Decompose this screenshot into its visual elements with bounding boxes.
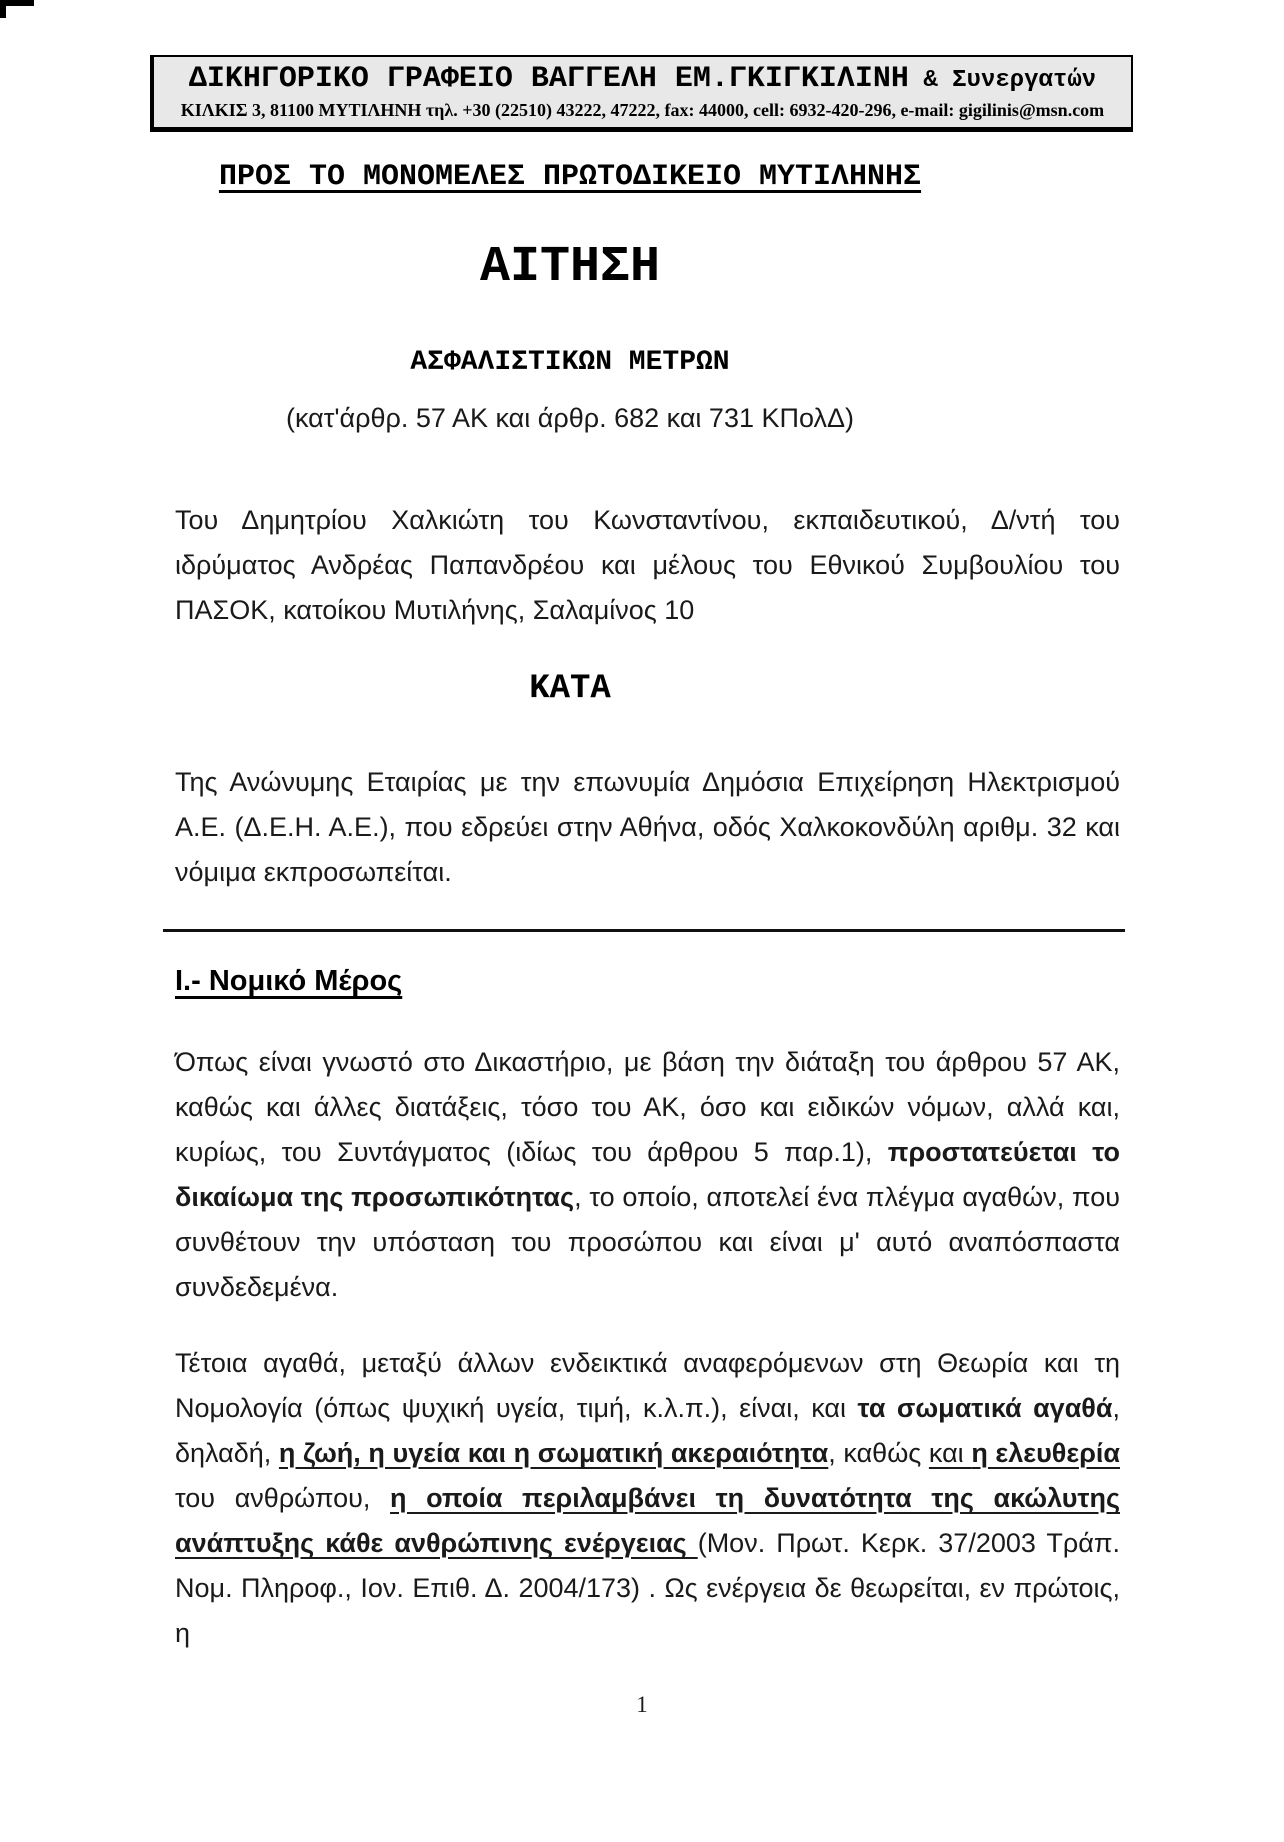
document-title: ΑΙΤΗΣΗ: [479, 239, 661, 296]
scan-artifact-vertical: [0, 0, 6, 18]
text-segment: η ζωή, η υγεία και η σωματική ακεραιότητα: [278, 1438, 829, 1468]
text-segment: τα σωματικά αγαθά: [857, 1393, 1113, 1423]
page-number: 1: [636, 1692, 648, 1717]
office-suffix-text: & Συνεργατών: [908, 67, 1097, 94]
text-segment: , καθώς: [828, 1438, 929, 1468]
respondent-paragraph: Της Ανώνυμης Εταιρίας με την επωνυμία Δημόσια Επιχείρηση Ηλεκτρισμού Α.Ε. (Δ.Ε.Η. Α.Ε.), που εδρεύει στην Αθήνα, οδός Χαλκοκονδύλη αριθμ. 32 και νόμιμα εκπροσωπείται.: [175, 767, 1120, 887]
text-segment: του ανθρώπου,: [175, 1483, 391, 1513]
text-segment: η ελευθερία: [971, 1438, 1120, 1468]
text-segment: (Μον. Πρωτ. Κερκ. 37/2003 Τράπ. Νομ. Πληροφ., Ιον. Επιθ. Δ. 2004/173) . Ως ενέργεια δε θεωρείται, εν πρώτοις, η: [175, 1528, 1120, 1648]
section-divider-line: [163, 929, 1125, 932]
text-segment: , δηλαδή,: [175, 1393, 1120, 1468]
document-subtitle: ΑΣΦΑΛΙΣΤΙΚΩΝ ΜΕΤΡΩΝ: [410, 347, 730, 378]
text-segment: η οποία περιλαμβάνει τη δυνατότητα της ακώλυτης ανάπτυξης κάθε ανθρώπινης ενέργειας: [175, 1483, 1120, 1558]
letterhead-box: [150, 55, 1133, 132]
legal-basis-line: (κατ'άρθρ. 57 ΑΚ και άρθρ. 682 και 731 ΚΠολΔ): [285, 403, 855, 433]
text-segment: , το οποίο, αποτελεί ένα πλέγμα αγαθών, που συνθέτουν την υπόσταση του προσώπου και είναι μ' αυτό αναπόσπαστα συνδεδεμένα.: [175, 1182, 1121, 1302]
office-name-text: ΔΙΚΗΓΟΡΙΚΟ ΓΡΑΦΕΙΟ ΒΑΓΓΕΛΗ ΕΜ.ΓΚΙΓΚΙΛΙΝΗ: [188, 62, 909, 96]
legal-section-heading: Ι.- Νομικό Μέρος: [175, 965, 403, 997]
text-segment: προστατεύεται το δικαίωμα της προσωπικότητας: [175, 1137, 1120, 1212]
letterhead-contact-line: ΚΙΛΚΙΣ 3, 81100 ΜΥΤΙΛΗΝΗ τηλ. +30 (22510) 43222, 47222, fax: 44000, cell: 6932-420-296, e-mail: gigilinis@msn.com: [180, 100, 1105, 120]
text-segment: Τέτοια αγαθά, μεταξύ άλλων ενδεικτικά αναφερόμενων στη Θεωρία και τη Νομολογία (όπως ψυχική υγεία, τιμή, κ.λ.π.), είναι, και: [175, 1348, 1120, 1423]
legal-paragraph-2: [175, 1341, 1120, 1656]
text-segment: και: [928, 1438, 972, 1468]
recipient-court-line: ΠΡΟΣ ΤΟ ΜΟΝΟΜΕΛΕΣ ΠΡΩΤΟΔΙΚΕΙΟ ΜΥΤΙΛΗΝΗΣ: [218, 160, 922, 194]
versus-heading: ΚΑΤΑ: [529, 670, 611, 708]
text-segment: Όπως είναι γνωστό στο Δικαστήριο, με βάση την διάταξη του άρθρου 57 ΑΚ, καθώς και άλλες διατάξεις, τόσο του ΑΚ, όσο και ειδικών νόμων, αλλά και, κυρίως, του Συντάγματος (ιδίως του άρθρου 5 παρ.1),: [175, 1047, 1120, 1167]
letterhead-office-line: [162, 62, 1123, 98]
legal-paragraph-1: [175, 1040, 1120, 1310]
applicant-paragraph: Του Δημητρίου Χαλκιώτη του Κωνσταντίνου, εκπαιδευτικού, Δ/ντή του ιδρύματος Ανδρέας Παπανδρέου και μέλους του Εθνικού Συμβουλίου του ΠΑΣΟΚ, κατοίκου Μυτιλήνης, Σαλαμίνος 10: [175, 505, 1120, 625]
